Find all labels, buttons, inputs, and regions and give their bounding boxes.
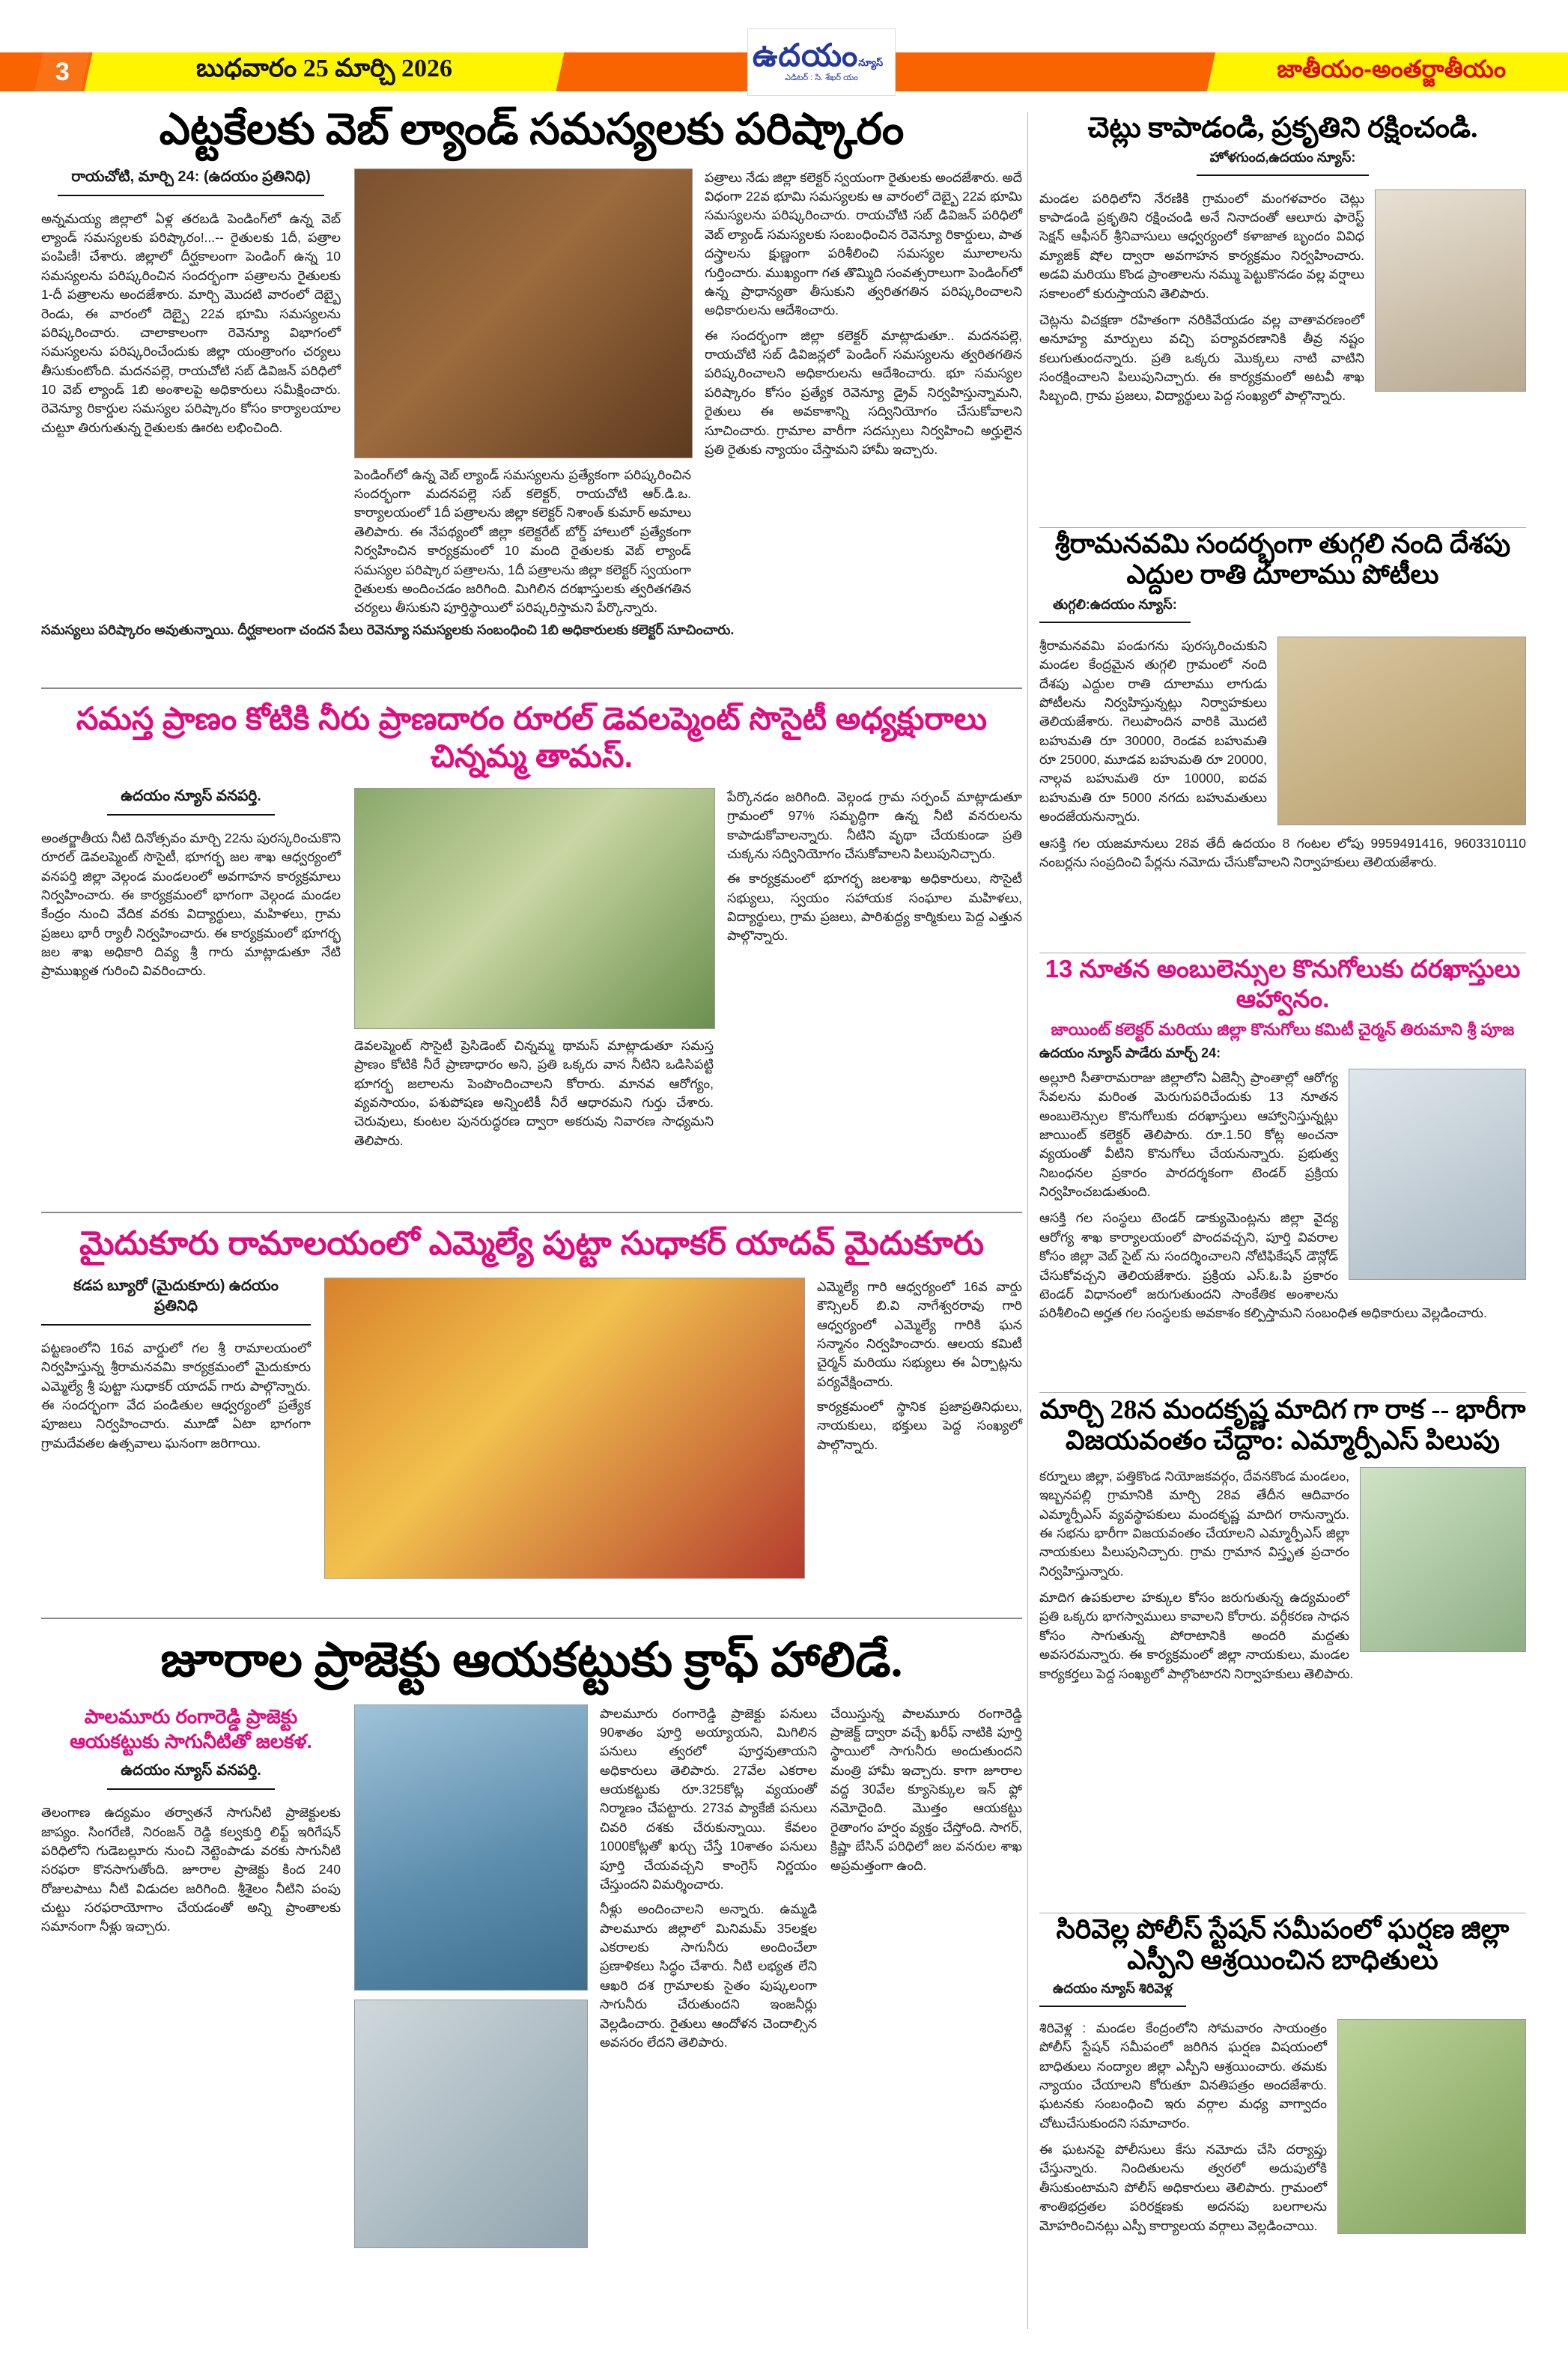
trees-body1: మండల పరిధిలోని నేరణికి గ్రామంలో మంగళవారం చెట్లు కాపాడండి ప్రకృతిని రక్షించండి అనే నినాదంతో ఆలూరు ఫారెస్ట్ సెక్షన్ ఆఫీసర్ శ్రీనివాసులు ఆధ్వర్యంలో కళాజాత బృందం వివిధ మ్యాజిక్ షోల ద్వారా అవగాహన కార్యక్రమం నిర్వహించారు. అడవి మరియు కొండ ప్రాంతాలను నమ్ము పెట్టుకొనడం వల్ల వర్షాలు సకాలంలో కురుస్తాయని తెలిపారు. (1039, 190, 1364, 301)
water-body4: ఈ కార్యక్రమంలో భూగర్భ జలశాఖ అధికారులు, సొసైటీ సభ్యులు, స్వయం సహాయక సంఘాల మహిళలు, విద్యార్థులు, గ్రామ ప్రజలు, పారిశుద్ధ్య కార్మికులు పెద్ద ఎత్తున పాల్గొన్నారు. (727, 871, 1022, 944)
water-headline: సమస్త ప్రాణం కోటికి నీరు ప్రాణదారం రూరల్ డెవలప్మెంట్ సొసైటీ అధ్యక్షురాలు చిన్నమ్మ తామస్. (76, 701, 988, 774)
webland-body1: అన్నమయ్య జిల్లాలో ఏళ్ల తరబడి పెండింగ్‌లో ఉన్న వెబ్ ల్యాండ్ సమస్యలకు పరిష్కారం!...-- రైతులకు 1దీ, పత్రాల పంపిణీ! చేశారు. జిల్లాలో దీర్ఘకాలంగా పెండింగ్ ఉన్న 10 సమస్యలను పరిష్కరించిన సందర్భంగా పత్రాలను రైతులకు 1-దీ పత్రాలను అందజేశారు. మార్చి మొదటి వారంలో దెబ్బై రెండు, ఈ వారంలో దెబ్బై 22వ భూమి సమస్యలను పరిష్కరించారు. చాలాకాలంగా రెవెన్యూ విభాగంలో సమస్యలను పరిష్కరించేందుకు జిల్లా యంత్రాంగం చర్యలు తీసుకుంటోంది. మదనపల్లె, రాయచోటి సబ్ డివిజన్ పరిధిలో 10 వెబ్ ల్యాండ్ 1బి అంశాలపై అధికారులు సమీక్షించారు. రెవెన్యూ రికార్డుల సమస్యల పరిష్కారం కోసం కార్యాలయాల చుట్టూ తిరుగుతున్న రైతులకు ఊరట లభించింది. (41, 210, 341, 435)
jurala-col3 (600, 1704, 817, 2248)
webland-body2: పెండింగ్‌లో ఉన్న వెబ్ ల్యాండ్ సమస్యలను ప్రత్యేకంగా పరిష్కరించిన సందర్భంగా మదనపల్లె సబ్ కలెక్టర్, రాయచోటి ఆర్.డి.ఒ. కార్యాలయంలో 1దీ పత్రాలను జిల్లా కలెక్టర్ నిశాంత్ కుమార్ అమాలు తెలిపారు. ఈ నేపథ్యంలో జిల్లా కలెక్టరేట్ బోర్డ్ హాలులో ప్రత్యేకంగా నిర్వహించిన కార్యక్రమంలో 10 మంది రైతులకు వెబ్ ల్యాండ్ సమస్యల పరిష్కార పత్రాలను, 1దీ పత్రాలను జిల్లా కలెక్టర్ స్వయంగా రైతులకు అందించడం జరిగింది. మిగిలిన దరఖాస్తులకు త్వరితగతిన చర్యలు తీసుకుని పూర్తిస్థాయిలో పరిష్కరిస్తామని పేర్కొన్నారు. (354, 467, 691, 616)
jurala-col4 (830, 1704, 1022, 2248)
water-byline: ఉదయం న్యూస్ వనపర్తి. (107, 788, 275, 816)
separator-3 (41, 1618, 1022, 1619)
webland-body3: పత్రాలు నేడు జిల్లా కలెక్టర్ స్వయంగా రైతులకు అందజేశారు. అదే విధంగా 22వ భూమి సమస్యలకు ఆ వారంలో దెబ్బై 22వ భూమి సమస్యలను పరిష్కరించారు. రాయచోటి సబ్ డివిజన్ పరిధిలో వెబ్ ల్యాండ్ సమస్యలకు సంబంధించిన రెవెన్యూ రికార్డులు, పాత దస్త్రాలను క్షుణ్ణంగా పరిశీలించి సమస్యల మూలాలను గుర్తించారు. ముఖ్యంగా గత తొమ్మిది సంవత్సరాలుగా పెండింగ్‌లో ఉన్న ప్రాధాన్యతా తీసుకుని త్వరితగతిన పరిష్కరించాలని అధికారులను ఆదేశించారు. (705, 169, 1022, 318)
trees-byline: హోళగుంద,ఉదయం న్యూస్: (1197, 150, 1370, 176)
right-rule-1 (1039, 527, 1526, 528)
section-label: జాతీయం-అంతర్జాతీయం (1277, 55, 1507, 82)
jurala-body4: చేయిస్తున్న పాలమూరు రంగారెడ్డి ప్రాజెక్ట్ ద్వారా వచ్చే ఖరీఫ్ నాటికి పూర్తి స్థాయిలో సాగునీరు అందుతుందని మంత్రి హామీ ఇచ్చారు. కాగా జూరాల వద్ద 30వేల క్యూసెక్కుల ఇన్ ఫ్లో నమోదైంది. మొత్తం ఆయకట్టు రైతాంగం హర్షం వ్యక్తం చేస్తోంది. సాగర్, క్రిష్ణా బేసిన్ పరిధిలో జల వనరుల శాఖ అప్రమత్తంగా ఉంది. (830, 1705, 1022, 1873)
maidukuru-col2 (324, 1278, 803, 1579)
webland-headline: ఎట్టకేలకు వెబ్ ల్యాండ్ సమస్యలకు పరిష్కారం (159, 105, 905, 154)
section-band (1207, 52, 1568, 91)
sirivella-body1: శిరివెళ్ల : మండల కేంద్రంలోని సోమవారం సాయంత్రం పోలీస్ స్టేషన్ సమీపంలో జరిగిన ఘర్షణ విషయంలో బాధితులు నంద్యాల జిల్లా ఎస్పీని ఆశ్రయించారు. తమకు న్యాయం చేయాలని కోరుతూ వినతిపత్రం అందజేశారు. ఘటనకు సంబంధించి ఇరు వర్గాల మధ్య వాగ్వాదం చోటుచేసుకుందని సమాచారం. (1039, 2020, 1327, 2131)
page-number: 3 (55, 57, 70, 86)
date-text: బుధవారం 25 మార్చి 2026 (196, 55, 452, 82)
water-body3: పేర్కొనడం జరిగింది. వెల్గండ గ్రామ సర్పంచ్ మాట్లాడుతూ గ్రామంలో 97% సమృద్ధిగా ఉన్న నీటి వనరులను కాపాడుకోవాలన్నారు. నీటిని వృథా చేయకుండా ప్రతి చుక్కను సద్వినియోగం చేసుకోవాలని పిలుపునిచ్చారు. (727, 789, 1022, 861)
bulls-byline: తుగ్గలి:ఉదయం న్యూస్: (1039, 597, 1191, 623)
water-col3 (727, 788, 1022, 1150)
webland-col3 (705, 169, 1022, 618)
separator-2 (41, 1212, 1022, 1213)
webland-byline: రాయచోటి, మార్చి 24: (ఉదయం ప్రతినిధి) (58, 169, 324, 196)
water-body2: డెవలప్మెంట్ సొసైటీ ప్రెసిడెంట్ చిన్నమ్మ థామస్ మాట్లాడుతూ సమస్త ప్రాణం కోటికి నీరే ప్రాణాధారం అని, ప్రతి ఒక్కరు వాన నీటిని ఒడిసిపట్టి భూగర్భ జలాలను పెంపొందించాలని కోరారు. మానవ ఆరోగ్యం, వ్యవసాయం, పశుపోషణ అన్నింటికీ నీరే ఆధారమని గుర్తు చేశారు. చెరువులు, కుంటల పునరుద్ధరణ ద్వారా అకరువు నివారణ సాధ్యమని తెలిపారు. (354, 1037, 714, 1148)
maidukuru-body2: ఎమ్మెల్యే గారి ఆధ్వర్యంలో 16వ వార్డు కౌన్సిలర్ బి.వి నాగేశ్వరరావు గారి ఆధ్వర్యంలో ఎమ్మెల్యే గారికి ఘన సన్మానం నిర్వహించారు. ఆలయ కమిటీ చైర్మన్ మరియు సభ్యులు ఈ ఏర్పాట్లను పర్యవేక్షించారు. (817, 1278, 1022, 1389)
trees-officer-portrait-photo (1375, 189, 1526, 392)
water-rally-photo (354, 788, 715, 1029)
webland-col2 (354, 169, 691, 618)
mrps-body (1039, 1467, 1526, 1684)
jurala-byline: ఉదయం న్యూస్ వనపర్తి. (107, 1762, 275, 1790)
jurala-col1 (41, 1704, 341, 2248)
ambulance-subhead: జాయింట్ కలెక్టర్ మరియు జిల్లా కొనుగోలు కమిటీ చైర్మన్ తిరుమాని శ్రీ పూజ (1051, 1020, 1515, 1039)
jurala-body3: నీళ్లు అందించాలని అన్నారు. ఉమ్మడి పాలమూరు జిల్లాలో మినిమమ్ 35లక్షల ఎకరాలకు సాగునీరు అందించేలా ప్రణాళికలు సిద్ధం చేశారు. నీటి లభ్యత లేని ఆఖరి దశ గ్రామాలకు సైతం పుష్కలంగా సాగునీరు చేరుతుందని ఇంజనీర్లు వెల్లడించారు. రైతులు ఆందోళన చెందాల్సిన అవసరం లేదని తెలిపారు. (600, 1901, 817, 2050)
jurala-subhead: పాలమూరు రంగారెడ్డి ప్రాజెక్టు ఆయకట్టుకు సాగునీటితో జలకళ. (70, 1704, 312, 1753)
webland-body4: ఈ సందర్భంగా జిల్లా కలెక్టర్ మాట్లాడుతూ.. మదనపల్లె, రాయచోటి సబ్ డివిజన్లలో పెండింగ్ సమస్యలను త్వరితగతిన పరిష్కరించాలని అధికారులను ఆదేశించారు. భూ సమస్యల పరిష్కారం కోసం ప్రత్యేక రెవెన్యూ డ్రైవ్ నిర్వహిస్తున్నామని, రైతులు ఈ అవకాశాన్ని సద్వినియోగం చేసుకోవాలని సూచించారు. గ్రామాల వారీగా సదస్సులు నిర్వహించి అర్హులైన ప్రతి రైతుకు న్యాయం చేస్తామని హామీ ఇచ్చారు. (705, 327, 1022, 457)
mrps-rally-photo (1360, 1467, 1526, 1652)
article-jurala (41, 1633, 1022, 2248)
jurala-body1: తెలంగాణ ఉద్యమం తర్వాతనే సాగునీటి ప్రాజెక్టులకు జాప్యం. సింగరేణి, నిరంజన్ రెడ్డి కల్వకుర్తి లిఫ్ట్ ఇరిగేషన్ పరిధిలోని గుడెబల్లూరు నుంచి నెట్టెంపాడు వరకు సాగునీటి సరఫరా కొనసాగుతోంది. జూరాల ప్రాజెక్టు కింద 240 రోజులపాటు నీటి విడుదల జరిగింది. శ్రీశైలం నీటిని పంపు చుట్టు సరఫరాయోగాం చేయడంతో అన్ని ప్రాంతాలకు సమానంగా నీళ్లు ఇచ్చారు. (41, 1805, 341, 1934)
maidukuru-body3: కార్యక్రమంలో స్థానిక ప్రజాప్రతినిధులు, నాయకులు, భక్తులు పెద్ద సంఖ్యలో పాల్గొన్నారు. (817, 1399, 1022, 1452)
webland-col1 (41, 169, 341, 618)
article-bulls (1039, 529, 1526, 879)
article-webland (41, 105, 1022, 641)
ambulance-byline: ఉదయం న్యూస్ పాడేరు మార్చ్ 24: (1039, 1045, 1221, 1060)
sirivella-body (1039, 2019, 1526, 2235)
right-rule-3 (1039, 1392, 1526, 1393)
maidukuru-temple-photo (324, 1278, 805, 1579)
maidukuru-col1 (41, 1278, 311, 1579)
webland-closing: సమస్యలు పరిష్కారం అవుతున్నాయి. దీర్ఘకాలంగా చందన పేలు రెవెన్యూ సమస్యలకు సంబంధించి 1బి అధికారులకు కలెక్టర్ సూచించారు. (41, 622, 735, 637)
mrps-body2: మాదిగ ఉపకులాల హక్కుల కోసం జరుగుతున్న ఉద్యమంలో ప్రతి ఒక్కరు భాగస్వాములు కావాలని కోరారు. వర్గీకరణ సాధన కోసం సాగుతున్న పోరాటానికి అందరి మద్దతు అవసరమన్నారు. ఈ కార్యక్రమంలో జిల్లా నాయకులు, మండల కార్యకర్తలు పెద్ద సంఖ్యలో పాల్గొంటారని నిర్వాహకులు తెలిపారు. (1039, 1590, 1354, 1681)
column-divider (1027, 112, 1028, 2329)
ambulance-collector-photo (1349, 1069, 1526, 1280)
date-band (84, 52, 564, 91)
masthead-editor: ఎడిటర్ : సి. శేఖర్ యం (785, 73, 858, 82)
bulls-headline: శ్రీరామనవమి సందర్భంగా తుగ్గలి నంది దేశపు ఎద్దుల రాతి దూలాము పోటీలు (1054, 529, 1511, 590)
masthead (747, 28, 896, 96)
sirivella-byline: ఉదయం న్యూస్ శిరివెళ్ల (1039, 1981, 1186, 2007)
article-ambulance (1039, 954, 1526, 1331)
ambulance-headline: 13 నూతన అంబులెన్సుల కొనుగోలుకు దరఖాస్తులు ఆహ్వానం. (1045, 955, 1521, 1013)
mrps-body1: కర్నూలు జిల్లా, పత్తికొండ నియోజకవర్గం, దేవనకొండ మండలం, ఇబ్బనపల్లి గ్రామానికి మార్చి 28వ తేదీన ఆదివారం ఎమ్మార్పీఎస్ వ్యవస్థాపకులు మందకృష్ణ మాదిగ రానున్నారు. ఈ సభను భారీగా విజయవంతం చేయాలని ఎమ్మార్పీఎస్ జిల్లా నాయకులు పిలుపునిచ్చారు. గ్రామ గ్రామాన విస్తృత ప్రచారం నిర్వహిస్తున్నారు. (1039, 1468, 1349, 1579)
maidukuru-col3 (817, 1278, 1022, 1579)
ambulance-body2: ఆసక్తి గల సంస్థలు టెండర్ డాక్యుమెంట్లను జిల్లా వైద్య ఆరోగ్య శాఖ కార్యాలయంలో పొందవచ్చని, పూర్తి వివరాల కోసం జిల్లా వెబ్ సైట్ ను సందర్శించాలని నోటిఫికేషన్ డౌన్లోడ్ చేసుకోవచ్చని తెలియజేశారు. ప్రక్రియ ఎస్.ఓ.పి ప్రకారం టెండర్ విధానంలో జరుగుతుందని సాంకేతిక అంశాలను పరిశీలించి అర్హత గల సంస్థలకు అవకాశం కల్పిస్తామని సంబంధిత అధికారులు వెల్లడించారు. (1039, 1210, 1487, 1321)
sirivella-headline: సిరివెల్ల పోలీస్ స్టేషన్ సమీపంలో ఘర్షణ జిల్లా ఎస్పీని ఆశ్రయించిన బాధితులు (1056, 1914, 1510, 1976)
bulls-body2: ఆసక్తి గల యజమానులు 28వ తేదీ ఉదయం 8 గంటల లోపు 9959491416, 9603310110 నంబర్లను సంప్రదించి పేర్లను నమోదు చేసుకోవాలని నిర్వాహకులు తెలియజేశారు. (1039, 835, 1526, 869)
bulls-body (1039, 637, 1526, 872)
water-body1: అంతర్జాతీయ నీటి దినోత్సవం మార్చి 22ను పురస్కరించుకొని రూరల్ డెవలప్మెంట్ సొసైటీ, భూగర్భ జల శాఖ ఆధ్వర్యంలో వనపర్తి జిల్లా వెల్గండ మండలంలో అవగాహన కార్యక్రమాలు నిర్వహించారు. ఈ కార్యక్రమంలో భాగంగా వెల్గండ మండల కేంద్రం నుంచి వేదిక వరకు విద్యార్థులు, మహిళలు, గ్రామ ప్రజలు భారీ ర్యాలీ నిర్వహించారు. ఈ కార్యక్రమంలో భూగర్భ జల శాఖ అధికారి దివ్య శ్రీ గారు మాట్లాడుతూ నేటి ప్రాముఖ్యత గురించి వివరించారు. (41, 830, 341, 979)
bulls-body1: శ్రీరామనవమి పండుగను పురస్కరించుకుని మండల కేంద్రమైన తుగ్గలి గ్రామంలో నంది దేశపు ఎద్దుల రాతి దూలాము లాగుడు పోటీలను నిర్వహిస్తున్నట్లు నిర్వాహకులు తెలియజేశారు. గెలుపొందిన వారికి మొదటి బహుమతి రూ 30000, రెండవ బహుమతి రూ 25000, మూడవ బహుమతి రూ 20000, నాల్గవ బహుమతి రూ 10000, ఐదవ బహుమతి రూ 5000 నగదు బహుమతులు అందజేయనున్నారు. (1039, 637, 1267, 825)
masthead-badge: న్యూస్ (858, 57, 884, 68)
jurala-col2 (354, 1704, 586, 2248)
webland-handover-photo (354, 169, 693, 458)
water-col2 (354, 788, 714, 1150)
maidukuru-byline: కడప బ్యూరో (మైదుకూరు) ఉదయం ప్రతినిధి (41, 1278, 311, 1326)
jurala-body2: పాలమూరు రంగారెడ్డి ప్రాజెక్టు పనులు 90శాతం పూర్తి అయ్యాయని, మిగిలిన పనులు త్వరలో పూర్తవుతాయని అధికారులు తెలిపారు. 27వేల ఎకరాల ఆయకట్టుకు రూ.325కోట్ల వ్యయంతో నిర్మాణం చేపట్టారు. 273వ ప్యాకేజీ పనులు చివరి దశకు చేరుకున్నాయి. కేవలం 1000కోట్లతో ఖర్చు చేస్తే 10శాతం పనులు పూర్తి చేయవచ్చని కాంగ్రెస్ నిర్ణయం చేస్తుందని విమర్శించారు. (600, 1705, 817, 1892)
maidukuru-headline: మైదుకూరు రామాలయంలో ఎమ్మెల్యే పుట్టా సుధాకర్ యాదవ్ మైదుకూరు (79, 1225, 985, 1262)
ambulance-body (1039, 1069, 1526, 1323)
water-col1 (41, 788, 341, 1150)
article-mrps (1039, 1394, 1526, 1691)
article-sirivella (1039, 1914, 1526, 2243)
trees-body2: చెట్లను విచక్షణా రహితంగా నరికివేయడం వల్ల వాతావరణంలో అనూహ్య మార్పులు వచ్చి పర్యావరణానికి తీవ్ర నష్టం కలుగుతుందన్నారు. ప్రతి ఒక్కరు మొక్కలు నాటి వాటిని సంరక్షించాలని పిలుపునిచ్చారు. ఈ కార్యక్రమంలో అటవీ శాఖ సిబ్బంది, గ్రామ ప్రజలు, విద్యార్థులు పెద్ద సంఖ్యలో పాల్గొన్నారు. (1039, 312, 1364, 404)
article-trees (1039, 112, 1526, 413)
sirivella-body2: ఈ ఘటనపై పోలీసులు కేసు నమోదు చేసి దర్యాప్తు చేస్తున్నారు. నిందితులను త్వరలో అదుపులోకి తీసుకుంటామని పోలీస్ అధికారులు తెలిపారు. గ్రామంలో శాంతిభద్రతల పరిరక్షణకు అదనపు బలగాలను మోహరించినట్లు ఎస్పీ కార్యాలయ వర్గాలు వెల్లడించాయి. (1039, 2142, 1327, 2233)
bulls-contest-photo (1277, 637, 1526, 825)
article-water (41, 700, 1022, 1150)
jurala-headline: జూరాల ప్రాజెక్టు ఆయకట్టుకు క్రాఫ్ హాలిడే. (160, 1633, 903, 1687)
page-number-box (34, 52, 89, 91)
article-maidukuru (41, 1224, 1022, 1579)
jurala-canal-photo (354, 1704, 588, 1991)
sirivella-market-photo (1337, 2019, 1526, 2234)
separator-1 (41, 687, 1022, 689)
maidukuru-body1: పట్టణంలోని 16వ వార్డులో గల శ్రీ రామాలయంలో నిర్వహిస్తున్న శ్రీరామనవమి కార్యక్రమంలో మైదుకూరు ఎమ్మెల్యే శ్రీ పుట్టా సుధాకర్ యాదవ్ గారు పాల్గొన్నారు. ఈ సందర్భంగా వేద పండితుల ఆధ్వర్యంలో ప్రత్యేక పూజలు నిర్వహించారు. మూడో ఏటా భాగంగా గ్రామదేవతల ఉత్సవాలు ఘనంగా జరిగాయి. (41, 1340, 311, 1451)
jurala-officials-photo (354, 2000, 588, 2248)
trees-body (1039, 189, 1526, 406)
trees-headline: చెట్లు కాపాడండి, ప్రకృతిని రక్షించండి. (1087, 112, 1478, 144)
masthead-title: ఉదయం (752, 37, 859, 73)
ambulance-body1: అల్లూరి సీతారామరాజు జిల్లాలోని ఏజెన్సీ ప్రాంతాల్లో ఆరోగ్య సేవలను మరింత మెరుగుపరిచేందుకు 13 నూతన అంబులెన్సుల కొనుగోలుకు దరఖాస్తులు ఆహ్వానిస్తున్నట్లు జాయింట్ కలెక్టర్ తెలిపారు. రూ.1.50 కోట్ల అంచనా వ్యయంతో వీటిని కొనుగోలు చేయనున్నారు. ప్రభుత్వ నిబంధనల ప్రకారం పారదర్శకంగా టెండర్ ప్రక్రియ నిర్వహించబడుతుంది. (1039, 1069, 1338, 1200)
mrps-headline: మార్చి 28న మందకృష్ణ మాదిగ గా రాక -- భారీగా విజయవంతం చేద్దాం: ఎమ్మార్పీఎస్ పిలుపు (1039, 1394, 1526, 1456)
